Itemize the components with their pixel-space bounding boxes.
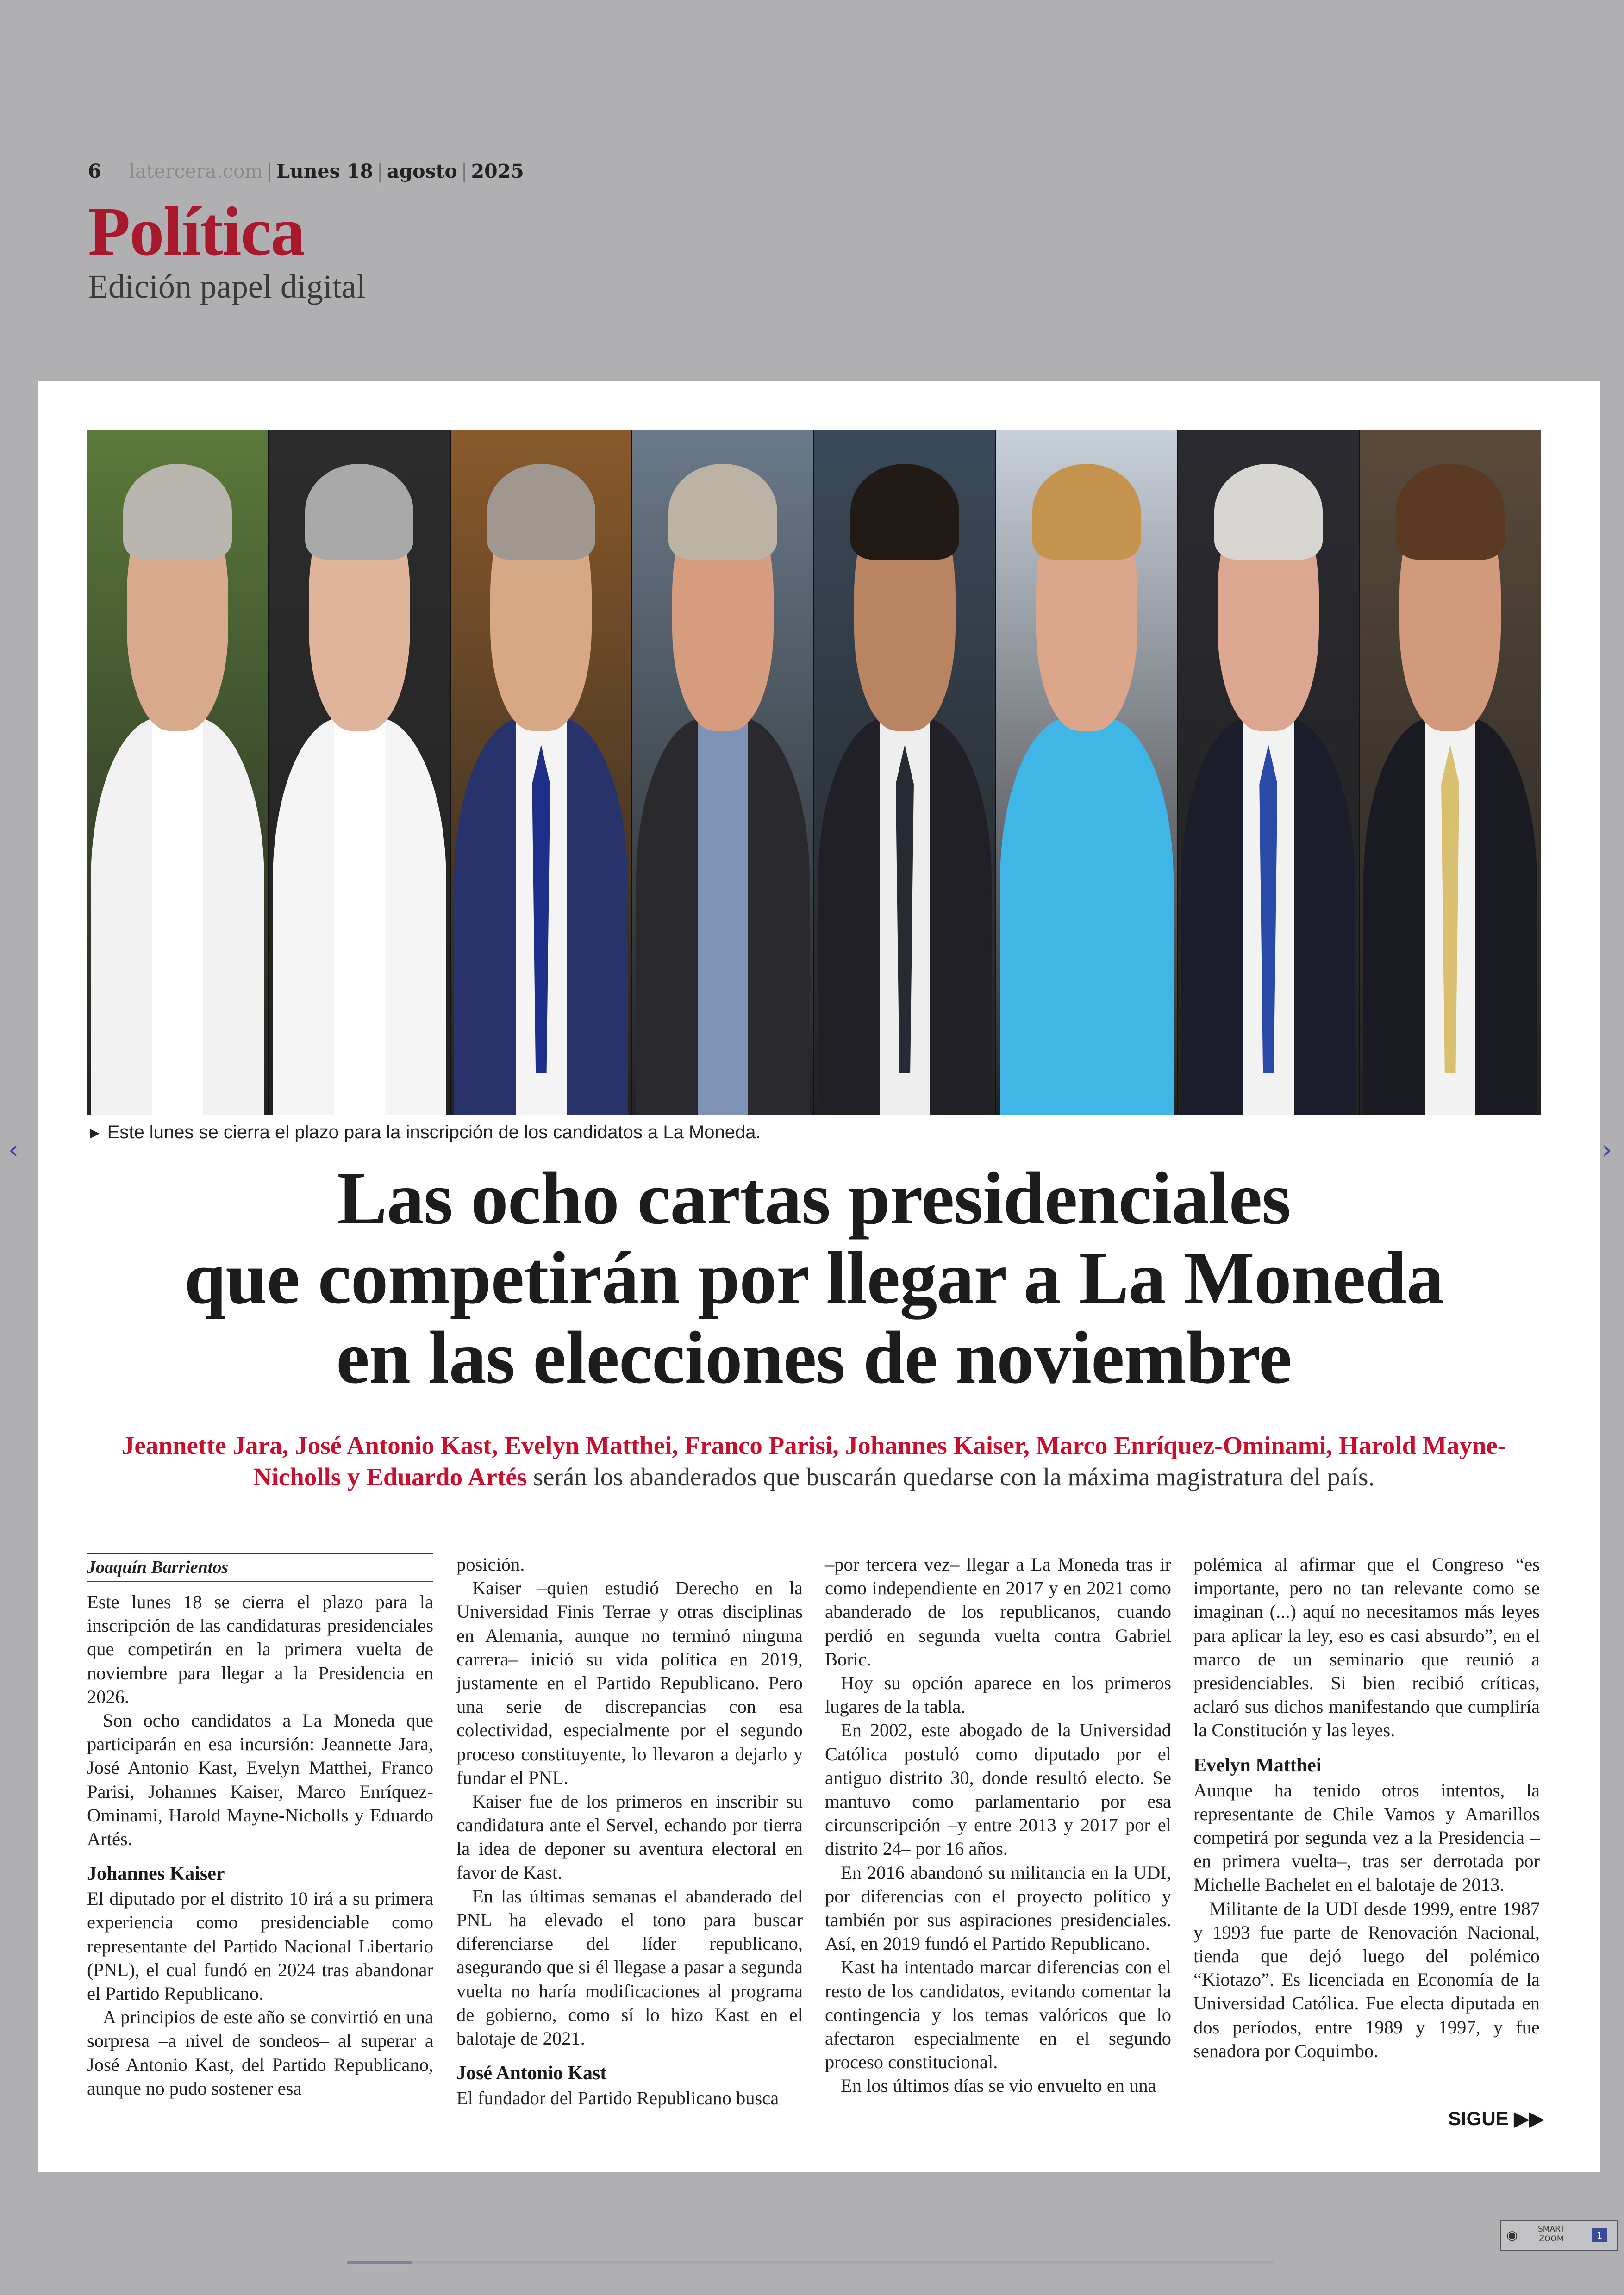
candidates-photo (87, 430, 1541, 1115)
deck-rest: serán los abanderados que buscarán quedarse con la máxima magistratura del país. (527, 1463, 1375, 1491)
edition-label: Edición papel digital (88, 268, 366, 305)
article-column-3 (825, 1553, 1171, 2098)
candidate-portrait-8 (1360, 430, 1541, 1115)
paragraph: En los últimos días se vio envuelto en una (841, 2075, 1156, 2096)
page-header: 6 latercera.com | Lunes 18 | agosto | 2025 (88, 160, 524, 182)
paragraph: En 2016 abandonó su militancia en la UDI, por diferencias con el proyecto político y también por sus aspiraciones presidenciales. Así, en 2019 fundó el Partido Republicano. (825, 1862, 1171, 1954)
paragraph: Kaiser fue de los primeros en inscribir su candidatura ante el Servel, echando por tierra la idea de deponer su aventura electoral en favor de Kast. (456, 1791, 803, 1883)
date-year: 2025 (471, 160, 524, 182)
deck-subtitle (87, 1430, 1541, 1493)
photo-caption: ► Este lunes se cierra el plazo para la inscripción de los candidatos a La Moneda. (87, 1122, 761, 1142)
paragraph: polémica al afirmar que el Congreso “es importante, pero no tan relevante como se imaginan (...) aquí no necesitamos más leyes para aplicar la ley, eso es casi absurdo”, en el marco de un seminario que reunió a presidenciables. Si bien recibió críticas, aclaró sus dichos manifestando que cumpliría la Constitución y las leyes. (1193, 1554, 1540, 1741)
paragraph: Aunque ha tenido otros intentos, la representante de Chile Vamos y Amarillos competirá por segunda vez a la Presidencia –en primera vuelta–, tras ser derrotada por Michelle Bachelet en el balotaje de 2013. (1193, 1779, 1540, 1896)
paragraph: Kaiser –quien estudió Derecho en la Universidad Finis Terrae y otras disciplinas en Alemania, aunque no terminó ninguna carrera– inició su vida política en 2019, justamente en el Partido Republicano. Pero una serie de discrepancias con esa colectividad, especialmente por el segundo proceso constituyente, lo llevaron a dejarlo y fundar el PNL. (456, 1578, 803, 1788)
page-progress-bar[interactable] (347, 2261, 1273, 2264)
page-number: 6 (88, 160, 101, 182)
article-column-4 (1193, 1553, 1540, 2063)
paragraph: posición. (456, 1554, 525, 1575)
candidate-portrait-4 (632, 430, 814, 1115)
candidate-portrait-7 (1178, 430, 1360, 1115)
headline-line-3: en las elecciones de noviembre (336, 1316, 1292, 1399)
paragraph: Este lunes 18 se cierra el plazo para la inscripción de las candidaturas presidenciales que competirán en la primera vuelta de noviembre para llegar a la Presidencia en 2026. (87, 1591, 433, 1707)
smart-zoom-button[interactable] (1500, 2220, 1618, 2251)
paragraph: Kast ha intentado marcar diferencias con el resto de los candidatos, evitando comentar la contingencia y los temas valóricos que lo afectaron especialmente en el segundo proceso constitucional. (825, 1957, 1171, 2073)
subhead-matthei: Evelyn Matthei (1193, 1754, 1322, 1776)
candidate-portrait-6 (996, 430, 1178, 1115)
prev-page-arrow[interactable]: ‹ (8, 1135, 19, 1165)
smart-zoom-label: SMART ZOOM (1538, 2225, 1565, 2244)
article-column-2 (456, 1553, 803, 2110)
candidate-portrait-1 (87, 430, 269, 1115)
subhead-kaiser: Johannes Kaiser (87, 1863, 225, 1885)
deck-names: Jeannette Jara, José Antonio Kast, Evelyn Matthei, Franco Parisi, Johannes Kaiser, Marco Enríquez-Ominami, Harold Mayne-Nicholls y Eduardo Artés (121, 1431, 1506, 1491)
candidate-portrait-2 (269, 430, 451, 1115)
headline-line-1: Las ocho cartas presidenciales (337, 1157, 1291, 1240)
headline-line-2: que competirán por llegar a La Moneda (184, 1237, 1443, 1320)
date-day: Lunes 18 (276, 160, 374, 182)
paragraph: En 2002, este abogado de la Universidad Católica postuló como diputado por el antiguo distrito 30, donde resultó electo. Se mantuvo como parlamentario por esa circunscripción –y entre 2013 y 2017 por el distrito 24– por 16 años. (825, 1720, 1171, 1859)
paragraph: Son ocho candidatos a La Moneda que participarán en esa incursión: Jeannette Jara, José Antonio Kast, Evelyn Matthei, Franco Parisi, Johannes Kaiser, Marco Enríquez-Ominami, Harold Mayne-Nicholls y Eduardo Artés. (87, 1710, 433, 1850)
paragraph: El diputado por el distrito 10 irá a su primera experiencia como presidenciable como representante del Partido Nacional Libertario (PNL), el cual fundó en 2024 tras abandonar el Partido Republicano. (87, 1888, 433, 2004)
candidate-portrait-3 (451, 430, 633, 1115)
paragraph: Militante de la UDI desde 1999, entre 1987 y 1993 fue parte de Renovación Nacional, tienda que dejó luego del polémico “Kiotazo”. Es licenciada en Economía de la Universidad Católica. Fue electa diputada en dos períodos, entre 1989 y 1997, y fue senadora por Coquimbo. (1193, 1898, 1540, 2061)
zoom-value: 1 (1592, 2228, 1607, 2242)
byline: Joaquín Barrientos (87, 1553, 433, 1582)
paragraph: El fundador del Partido Republicano busca (456, 2088, 779, 2109)
paragraph: A principios de este año se convirtió en una sorpresa –a nivel de sondeos– al superar a José Antonio Kast, del Partido Republicano, aunque no pudo sostener esa (87, 2007, 433, 2099)
section-title: Política (88, 193, 305, 270)
continue-label[interactable]: SIGUE ▶▶ (1448, 2108, 1544, 2129)
eye-icon: ◉ (1506, 2227, 1518, 2243)
paragraph: En las últimas semanas el abanderado del PNL ha elevado el tono para buscar diferenciarse del líder republicano, asegurando que si él llegase a pasar a segunda vuelta no haría modificaciones al programa de gobierno, como sí lo hizo Kast en el balotaje de 2021. (456, 1885, 803, 2049)
date-month: agosto (387, 160, 457, 182)
subhead-kast: José Antonio Kast (456, 2063, 607, 2084)
next-page-arrow[interactable]: › (1602, 1135, 1612, 1165)
paragraph: Hoy su opción aparece en los primeros lugares de la tabla. (825, 1672, 1171, 1717)
newspaper-page (38, 381, 1600, 2172)
page-progress-fill (347, 2261, 412, 2264)
paragraph: –por tercera vez– llegar a La Moneda tras ir como independiente en 2017 y en 2021 como abanderado de los republicanos, cuando perdió en segunda vuelta contra Gabriel Boric. (825, 1554, 1171, 1670)
candidate-portrait-5 (814, 430, 996, 1115)
headline (87, 1159, 1541, 1398)
site-name: latercera.com (129, 160, 263, 182)
article-column-1 (87, 1553, 433, 2100)
